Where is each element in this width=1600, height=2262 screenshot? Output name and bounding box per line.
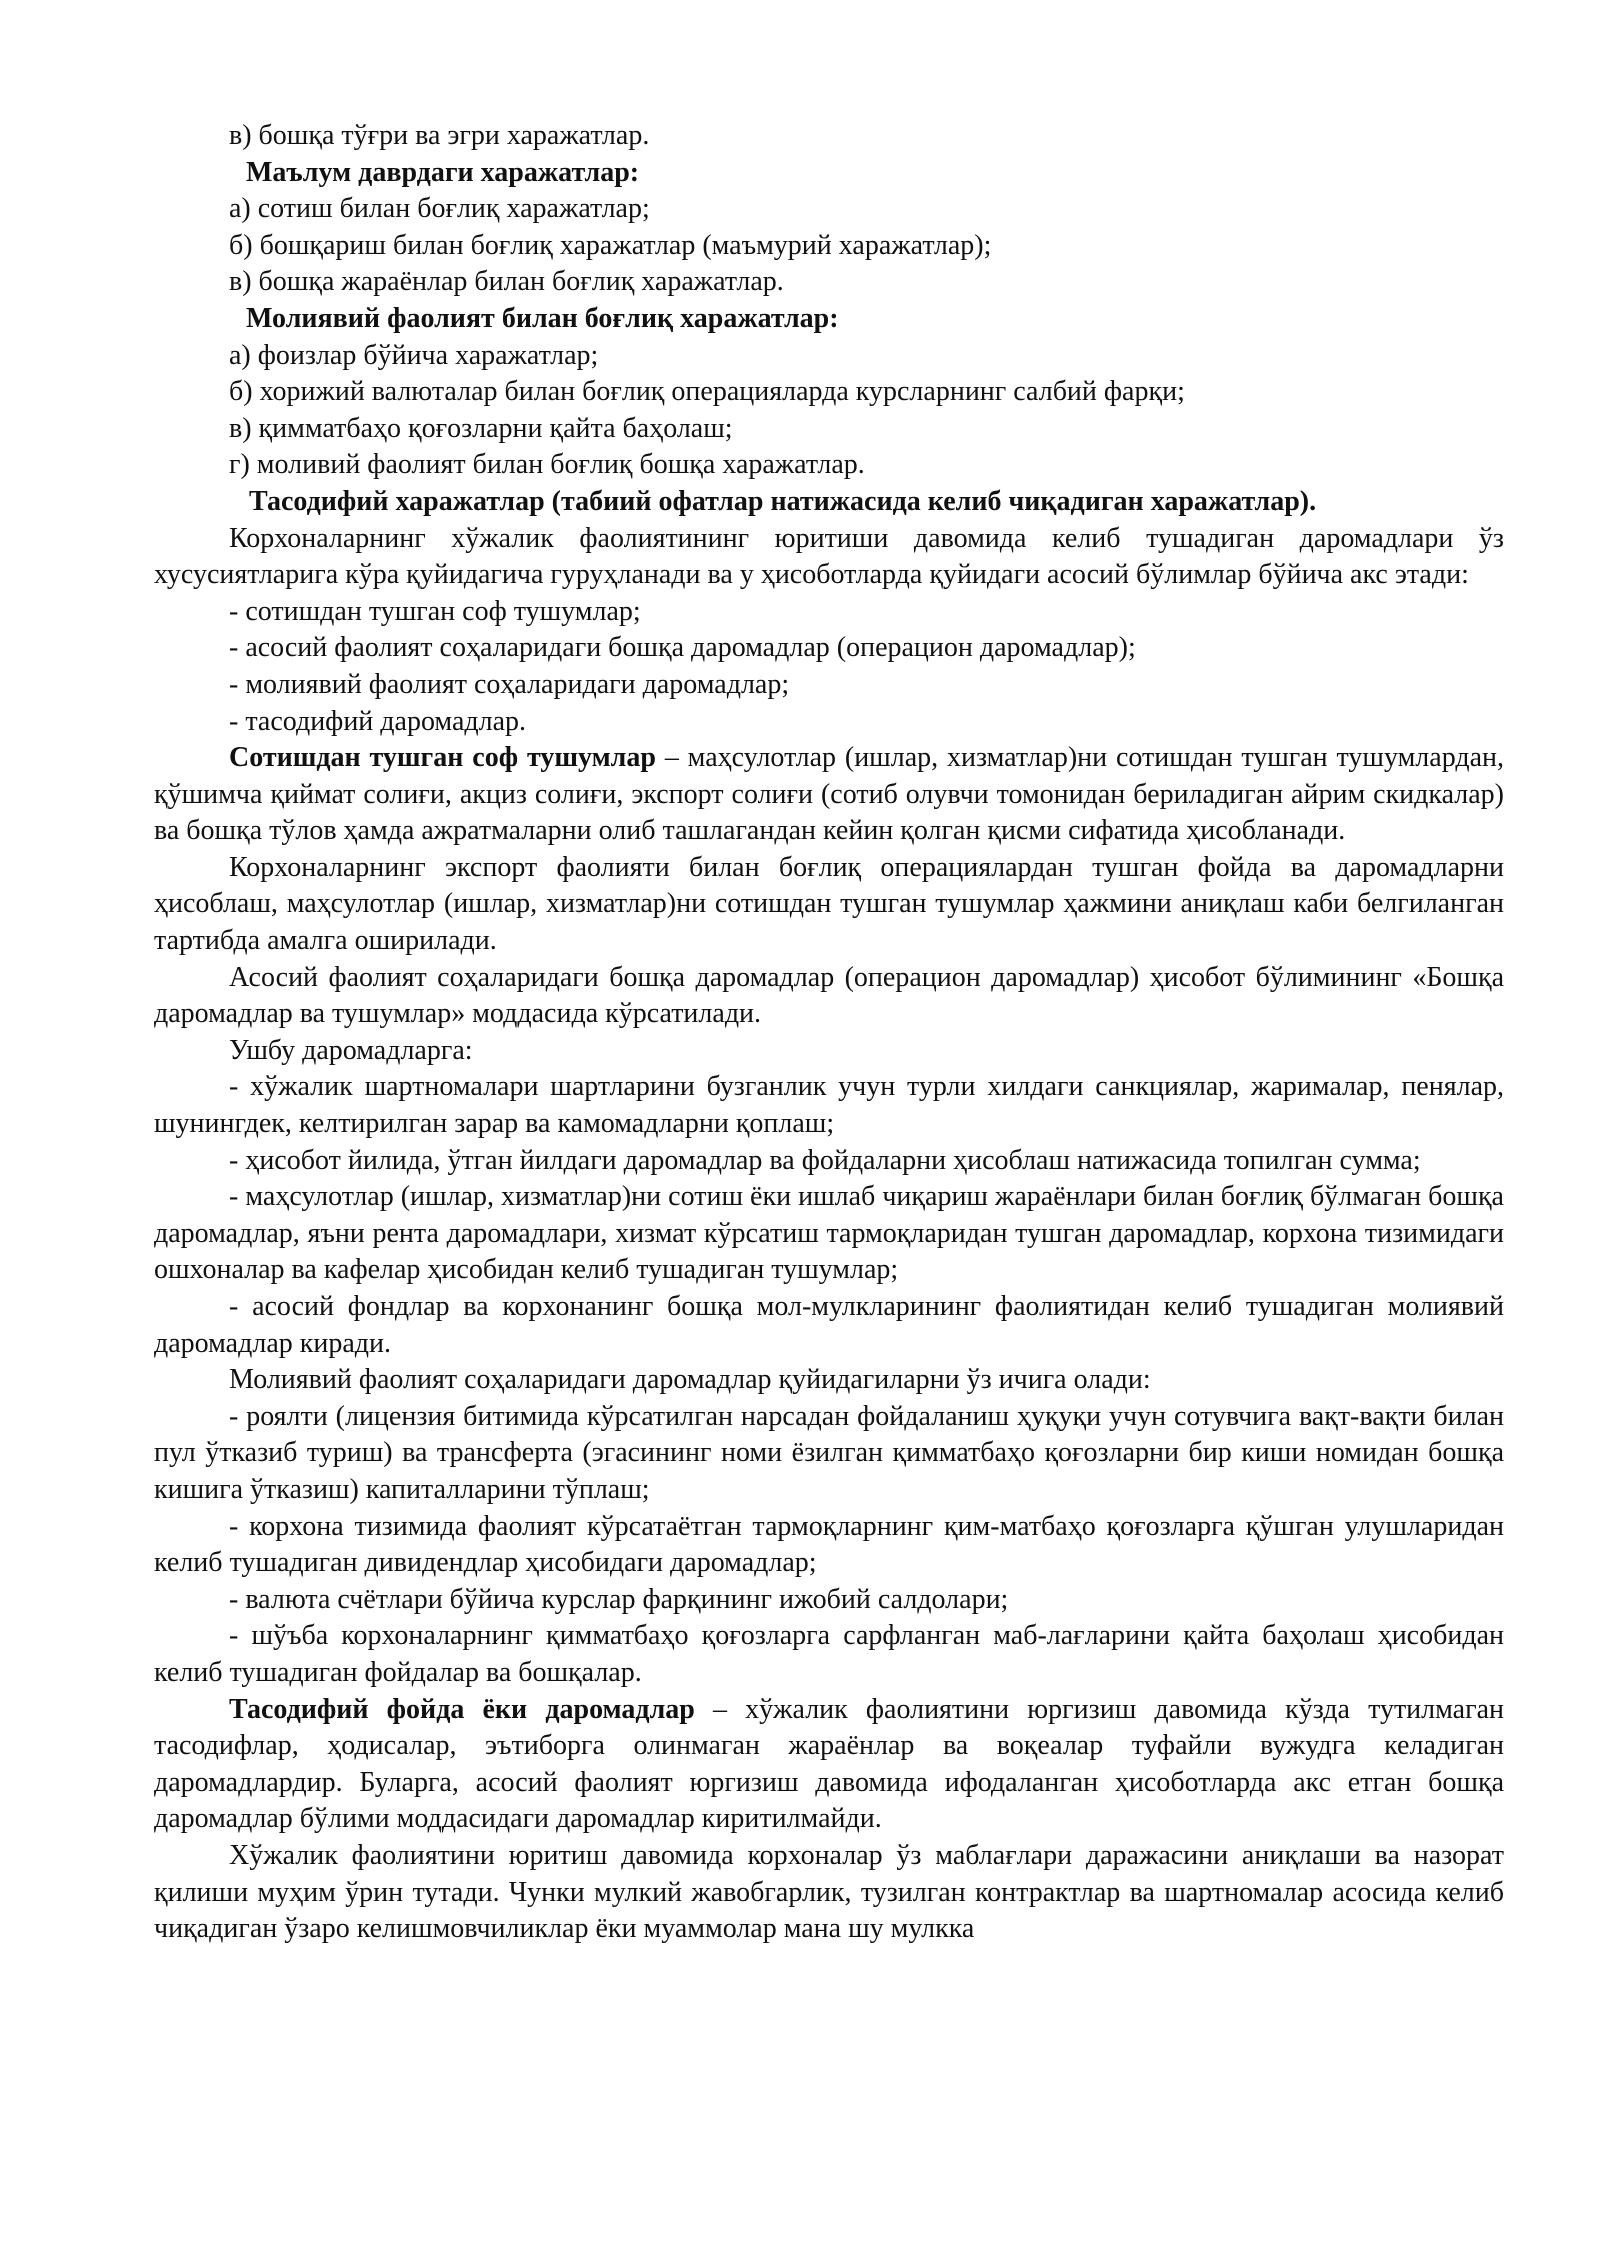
- paragraph-text: – хўжалик фаолиятини юргизиш давомида кўзда тутилмаган тасодифлар, ҳодисалар, эътиборга олинмаган жараёнлар ва воқеалар туфайли вужудга келадиган даромадлардир. Буларга, асосий фаолият юргизиш давомида ифодаланган ҳисоботларда акс етган бошқа даромадлар бўлими моддасидаги даромадлар киритилмайди.: [154, 1693, 1504, 1835]
- term-bold: Сотишдан тушган соф тушумлар: [229, 742, 656, 774]
- section-heading: Маълум даврдаги харажатлар:: [246, 156, 640, 188]
- paragraph: - шўъба корхоналарнинг қимматбаҳо қоғозларга сарфланган маб-лағларини қайта баҳолаш ҳисобидан келиб тушадиган фойдалар ва бошқалар.: [154, 1620, 1504, 1688]
- list-item: б) бошқариш билан боғлиқ харажатлар (маъмурий харажатлар);: [229, 229, 992, 261]
- paragraph: [154, 740, 1504, 850]
- list-item: в) бошқа тўғри ва эгри харажатлар.: [229, 120, 650, 151]
- list-item: г) моливий фаолият билан боғлиқ бошқа харажатлар.: [229, 449, 865, 481]
- list-item: - молиявий фаолият соҳаларидаги даромадлар;: [229, 668, 790, 700]
- document-body: [154, 118, 1504, 1948]
- paragraph: - роялти (лицензия битимида кўрсатилган нарсадан фойдаланиш ҳуқуқи учун сотувчига вақт-вақти билан пул ўтказиб туриш) ва трансферта (эгасининг номи ёзилган қимматбаҳо қоғозларни бир киши номидан бошқа кишига ўтказиш) капиталларини тўплаш;: [154, 1400, 1504, 1505]
- paragraph: - маҳсулотлар (ишлар, хизматлар)ни сотиш ёки ишлаб чиқариш жараёнлари билан боғлиқ бўлмаган бошқа даромадлар, яъни рента даромадлари, хизмат кўрсатиш тармоқларидан тушган даромадлар, корхона тизимидаги ошхоналар ва кафелар ҳисобидан келиб тушадиган тушумлар;: [154, 1181, 1504, 1286]
- list-item: - асосий фаолият соҳаларидаги бошқа даромадлар (операцион даромадлар);: [229, 632, 1136, 664]
- paragraph: - корхона тизимида фаолият кўрсатаётган тармоқларнинг қим-матбаҳо қоғозларга қўшган улушларидан келиб тушадиган дивидендлар ҳисобидаги даромадлар;: [154, 1510, 1504, 1579]
- paragraph: - асосий фондлар ва корхонанинг бошқа мол-мулкларининг фаолиятидан келиб тушадиган молиявий даромадлар киради.: [154, 1291, 1504, 1359]
- list-item: в) бошқа жараёнлар билан боғлиқ харажатлар.: [229, 266, 784, 298]
- list-item: - тасодифий даромадлар.: [229, 705, 527, 737]
- list-item: Молиявий фаолият соҳаларидаги даромадлар қуйидагиларни ўз ичига олади:: [229, 1364, 1151, 1396]
- paragraph: - ҳисобот йилида, ўтган йилдаги даромадлар ва фойдаларни ҳисоблаш натижасида топилган сумма;: [229, 1144, 1421, 1176]
- paragraph-text: – маҳсулотлар (ишлар, хизматлар)ни сотишдан тушган тушумлардан, қўшимча қиймат солиғи, акциз солиғи, экспорт солиғи (сотиб олувчи томонидан бериладиган айрим скидкалар) ва бошқа тўлов ҳамда ажратмаларни олиб ташлагандан кейин қолган қисми сифатида ҳисобланади.: [154, 742, 1504, 847]
- paragraph: [154, 1692, 1504, 1838]
- list-item: - валюта счётлари бўйича курслар фарқининг ижобий салдолари;: [229, 1583, 1009, 1615]
- paragraph: Асосий фаолият соҳаларидаги бошқа даромадлар (операцион даромадлар) ҳисобот бўлимининг «Бошқа даромадлар ва тушумлар» моддасида кўрсатилади.: [154, 961, 1504, 1030]
- paragraph: Хўжалик фаолиятини юритиш давомида корхоналар ўз маблағлари даражасини аниқлаши ва назорат қилиши муҳим ўрин тутади. Чунки мулкий жавобгарлик, тузилган контрактлар ва шартномалар асосида келиб чиқадиган ўзаро келишмовчиликлар ёки муаммолар мана шу мулкка: [154, 1839, 1504, 1945]
- list-item: а) фоизлар бўйича харажатлар;: [229, 339, 599, 371]
- term-bold: Тасодифий фойда ёки даромадлар: [229, 1693, 695, 1725]
- list-item: - сотишдан тушган соф тушумлар;: [229, 595, 641, 627]
- list-item: а) сотиш билан боғлиқ харажатлар;: [229, 193, 650, 225]
- list-item: Ушбу даромадларга:: [229, 1034, 473, 1066]
- paragraph: Корхоналарнинг экспорт фаолияти билан боғлиқ операциялардан тушган фойда ва даромадларни ҳисоблаш, маҳсулотлар (ишлар, хизматлар)ни сотишдан тушган тушумлар ҳажмини аниқлаш каби белгиланган тартибда амалга оширилади.: [154, 851, 1504, 957]
- section-heading: Тасодифий харажатлар (табиий офатлар натижасида келиб чиқадиган харажатлар).: [249, 485, 1317, 517]
- section-heading: Молиявий фаолият билан боғлиқ харажатлар:: [246, 302, 839, 334]
- paragraph: - хўжалик шартномалари шартларини бузганлик учун турли хилдаги санкциялар, жарималар, пенялар, шунингдек, келтирилган зарар ва камомадларни қоплаш;: [154, 1071, 1504, 1140]
- list-item: б) хорижий валюталар билан боғлиқ операцияларда курсларнинг салбий фарқи;: [229, 376, 1185, 408]
- paragraph: Корхоналарнинг хўжалик фаолиятининг юритиши давомида келиб тушадиган даромадлари ўз хусусиятларига кўра қуйидагича гуруҳланади ва у ҳисоботларда қуйидаги асосий бўлимлар бўйича акс этади:: [154, 522, 1504, 591]
- list-item: в) қимматбаҳо қоғозларни қайта баҳолаш;: [229, 412, 733, 444]
